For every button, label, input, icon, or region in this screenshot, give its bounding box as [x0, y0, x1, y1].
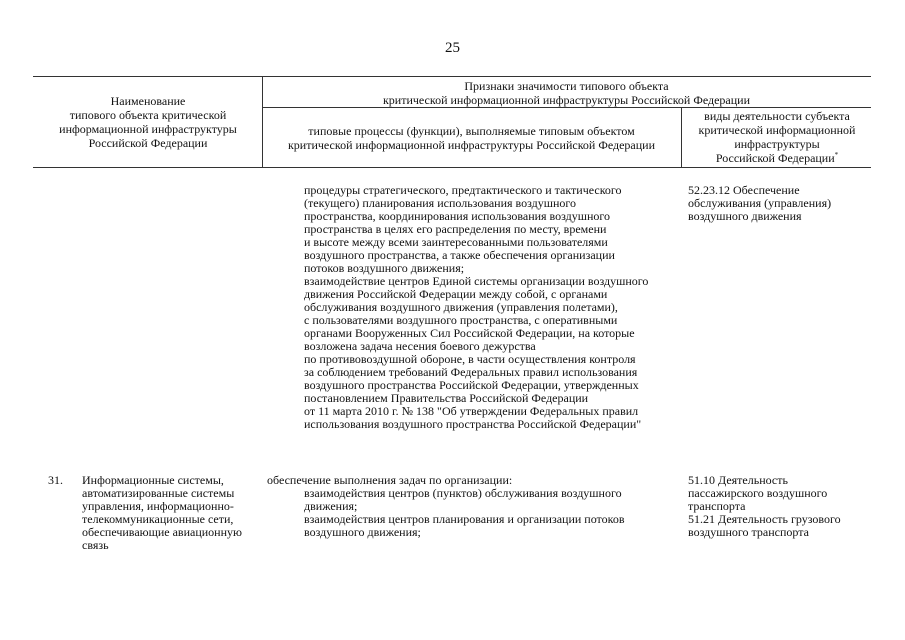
header-bottom-rule — [33, 167, 871, 168]
row-continuation-processes: процедуры стратегического, предтактического и тактического (текущего) планирования использования воздушного пространства, координирования использования воздушного пространства в целях его распределения по месту, времени и высоте между всеми заинтересованными пользователями воздушного пространства, а также обеспечения организации потоков воздушного движения; взаимодействие центров Единой системы организации воздушного движения Российской Федерации между собой, с органами обслуживания воздушного движения (управления полетами), с пользователями воздушного пространства, с оперативными органами Вооруженных Сил Российской Федерации, на которые возложена задача несения боевого дежурства по противовоздушной обороне, в части осуществления контроля за соблюдением требований Федеральных правил использования воздушного пространства Российской Федерации, утвержденных постановлением Правительства Российской Федерации от 11 марта 2010 г. № 138 "Об утверждении Федеральных правил использования воздушного пространства Российской Федерации" — [304, 183, 649, 431]
page-number: 25 — [445, 40, 460, 56]
header-processes-column: типовые процессы (функции), выполняемые типовым объектом критической информационной инфраструктуры Российской Федерации — [287, 124, 656, 152]
row-31-processes: взаимодействия центров (пунктов) обслуживания воздушного движения; взаимодействия центров планирования и организации потоков воздушного движения; — [304, 486, 625, 539]
header-name-column: Наименование типового объекта критической информационной инфраструктуры Российской Федерации — [59, 94, 237, 150]
header-divider-activity — [681, 107, 682, 167]
row-31-activity: 51.10 Деятельность пассажирского воздушного транспорта 51.21 Деятельность грузового воздушного транспорта — [688, 473, 841, 539]
row-31-name: Информационные системы, автоматизированные системы управления, информационно- телекоммуникационные сети, обеспечивающие авиационную связь — [82, 473, 242, 552]
header-group-title: Признаки значимости типового объекта критической информационной инфраструктуры Российской Федерации — [382, 79, 751, 107]
header-activity-column: виды деятельности субъекта критической информационной инфраструктуры Российской Федерации* — [698, 109, 856, 165]
footnote-marker: * — [834, 151, 839, 159]
header-divider-name — [262, 76, 263, 167]
table-top-rule — [33, 76, 871, 77]
row-continuation-activity: 52.23.12 Обеспечение обслуживания (управления) воздушного движения — [688, 183, 832, 223]
row-number: 31. — [48, 473, 63, 487]
group-header-rule — [262, 107, 871, 108]
row-31-process-lead: обеспечение выполнения задач по организации: — [267, 473, 513, 487]
